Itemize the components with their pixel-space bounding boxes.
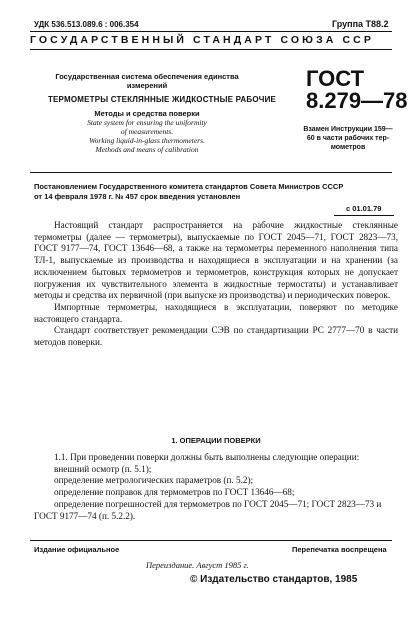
decree-line1: Постановлением Государственного комитета стандартов Совета Министров СССР: [34, 182, 344, 191]
section-title: 1. ОПЕРАЦИИ ПОВЕРКИ: [171, 436, 261, 445]
decree-text: [34, 182, 398, 202]
system-title-line2: измерений: [126, 81, 168, 90]
import-paragraph: Импортные термометры, находящиеся в эксплуатации, поверяют по методике настоящего стандарта.: [34, 301, 398, 324]
system-title-line1: Государственная система обеспечения единства: [55, 72, 239, 81]
operation-item: определение погрешностей для термометров по ГОСТ 2045—71; ГОСТ 2823—73 и ГОСТ 9177—74 (п. 5.2.2).: [34, 498, 382, 521]
english-title-line3: Working liquid-in-glass thermometers.: [89, 136, 205, 145]
udk-code: УДК 536.513.089.6 : 006.354: [34, 20, 139, 29]
title-rule: [30, 172, 392, 173]
operations-list: [34, 452, 398, 522]
banner-rule: [30, 49, 392, 50]
effective-date: с 01.01.79: [346, 204, 382, 213]
operation-item: определение метрологических параметров (п. 5.2);: [54, 475, 254, 486]
english-title-line4: Methods and means of calibration: [95, 145, 199, 154]
compliance-paragraph: Стандарт соответствует рекомендации СЭВ по стандартизации РС 2777—70 в части методов поверки.: [34, 325, 398, 348]
replacement-note: [298, 125, 398, 152]
body-text: [34, 220, 398, 349]
main-title: ТЕРМОМЕТРЫ СТЕКЛЯННЫЕ ЖИДКОСТНЫЕ РАБОЧИЕ: [47, 95, 277, 104]
decree-line2: от 14 февраля 1978 г. № 457 срок введения установлен: [34, 192, 241, 201]
footer-rule: [30, 540, 392, 541]
standard-banner: ГОСУДАРСТВЕННЫЙ СТАНДАРТ СОЮЗА ССР: [30, 34, 374, 46]
replacement-line1: Взамен Инструкции 159—: [303, 126, 393, 133]
gost-label: ГОСТ: [306, 66, 365, 91]
gost-number: 8.279—78: [306, 88, 408, 113]
top-rule: [30, 31, 392, 32]
operation-item: внешний осмотр (п. 5.1);: [54, 463, 152, 474]
english-title: [34, 118, 260, 154]
effective-date-rule: [334, 215, 394, 216]
reprint-notice: Перепечатка воспрещена: [292, 545, 387, 554]
english-title-line1: State system for ensuring the uniformity: [87, 118, 207, 127]
operation-item: определение поправок для термометров по ГОСТ 13646—68;: [54, 487, 295, 498]
reissue-note: Переиздание. Август 1985 г.: [146, 560, 249, 570]
sub-title: Методы и средства поверки: [94, 109, 200, 118]
system-title: [34, 72, 260, 90]
operations-intro: 1.1. При проведении поверки должны быть выполнены следующие операции:: [54, 452, 360, 462]
english-title-line2: of measurements.: [120, 127, 174, 136]
scope-paragraph: Настоящий стандарт распространяется на рабочие жидкостные стеклянные термометры (далее — термометры), выпускаемые по ГОСТ 2045—71, ГОСТ 2823—73, ГОСТ 9177—74, ГОСТ 13646—68, а также на термометры переменного наполнения типа ТЛ-1, выпускаемые из производства и находящиеся в эксплуатации и на хранении (за исключением бытовых термометров и термометров, конструкция которых не допускает погружения их чувствительного элемента в жидкостные термостаты) и устанавливает методы и средства их первичной (при выпуске из производства) и периодических поверок.: [34, 220, 398, 301]
replacement-line2: 60 в части рабочих тер-: [306, 135, 390, 142]
copyright-notice: © Издательство стандартов, 1985: [190, 574, 358, 585]
group-code: Группа Т88.2: [332, 19, 389, 29]
official-edition: Издание официальное: [34, 545, 120, 554]
replacement-line3: мометров: [330, 144, 366, 151]
